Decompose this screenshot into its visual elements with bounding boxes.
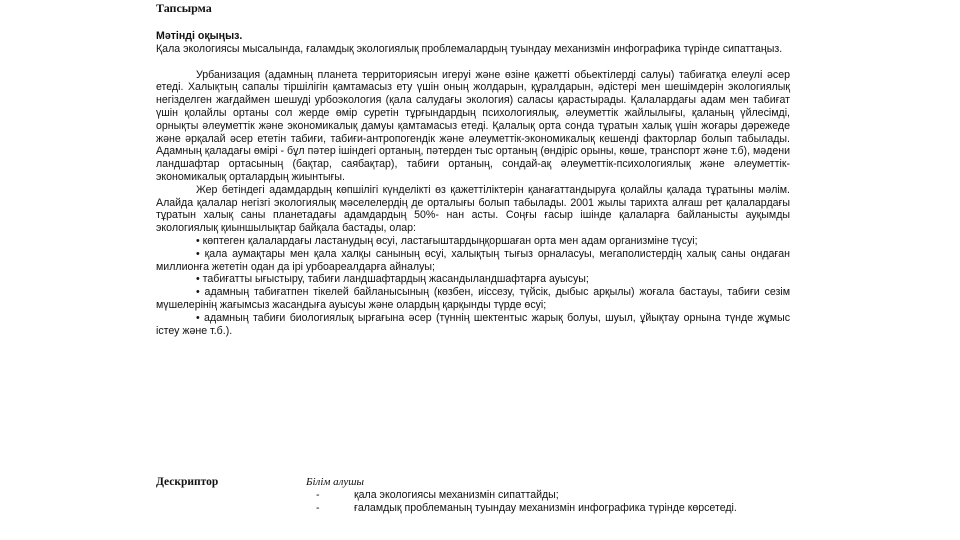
descriptor-item <box>316 502 786 515</box>
bullet-item: • адамның табиғи биологиялық ырғағына әсер (түннің шектентыс жарық болуы, шуыл, ұйықтау орнына түнде жұмыс істеу және т.б.). <box>156 311 790 337</box>
bullet-item: • табиғатты ығыстыру, табиғи ландшафтардың жасандыландшафтарға ауысуы; <box>196 273 589 286</box>
bullet-item: • адамның табиғатпен тікелей байланысының (көзбен, иіссезу, түйсік, дыбыс арқылы) жоғала бастауы, табиғи сезім мүшелерінің жағымсыз жасандыға ауысуы және олардың қарқынды түрде өсуі; <box>156 286 790 311</box>
paragraph-urbanization: Урбанизация (адамның планета территориясын игеруі және өзіне қажетті обьектілерді салуы) табиғатқа елеулі әсер етеді. Халықтың сапалы тіршілігін қамтамасыз ету үшін оның жолдарын, құралдарын, әдістері мен шешімдерін экологиялық негізделген жағдаймен шешуді урбоэкология (қала салудағы экология) саласы қарастырады. Қалалардағы адам мен табиғат үшін қолайлы ортаны сол жерде өмір суретін тұрғындардың психологиялық, әлеуметтік жайлылығы, қаланың үйлесімді, орнықты әлеуметтік және экономикалық дамуы қамтамасыз етеді. Қалалық орта сонда тұратын халық үшін жоғары дәрежеде және әрқалай әсер ететін табиғи, табиғи-антропогендік және әлеуметтік-экономикалық кешенді факторлар болып табылады. Адамның қаладағы өмірі - бұл пәтер ішіндегі ортаның, пәтерден тыс ортаның (өндіріс орыны, көше, транспорт және т.б), мәдени ландшафтар ортасының (бақтар, саябақтар), табиғи ортаның, сондай-ақ әлеуметтік-психологиялық және әлеуметтік-экономикалық орталардың жиынтығы. <box>156 68 790 183</box>
page-title: Тапсырма <box>156 1 212 15</box>
dash-marker: - <box>316 501 320 514</box>
document-page <box>156 0 790 514</box>
descriptor-label: Дескриптор <box>156 476 219 488</box>
descriptor-item <box>316 489 786 502</box>
dash-marker: - <box>316 489 320 501</box>
descriptor-list <box>316 489 786 515</box>
descriptor-item-text: ғаламдық проблеманың туындау механизмін инфографика түрінде көрсетеді. <box>354 501 737 514</box>
paragraph-population: Жер бетіндегі адамдардың көпшілігі күнделікті өз қажеттіліктерін қанағаттандыруға қолайлы қалада тұратыны мәлім. Алайда қалалар негізгі экологиялық мәселелердің де орталығы болып табылады. 2001 жылы тарихта алғаш рет қалалардағы тұратын халық саны планетадағы адамдардың 50%- нан асты. Соңғы ғасыр ішінде қалаларға байланысты ауқымды экологиялық қиыншылықтар байқала бастады, олар: <box>156 183 790 235</box>
bullet-item: • көптеген қалалардағы ластанудың өсуі, ластағыштардыңқоршаған орта мен адам организміне түсуі; <box>196 234 698 247</box>
bullet-item: • қала аумақтары мен қала халқы санының өсуі, халықтың тығыз орналасуы, мегаполистердің халық саны ондаған миллионға жететін одан да ірі урбоареалдарға айналуы; <box>156 247 790 273</box>
instruction-heading: Мәтінді оқыңыз. <box>156 30 243 42</box>
descriptor-item-text: қала экологиясы механизмін сипаттайды; <box>354 489 559 501</box>
task-text: Қала экологиясы мысалында, ғаламдық экологиялық проблемалардың туындау механизмін инфографика түрінде сипаттаңыз. <box>156 42 783 55</box>
descriptor-subject: Білім алушы <box>306 476 364 488</box>
